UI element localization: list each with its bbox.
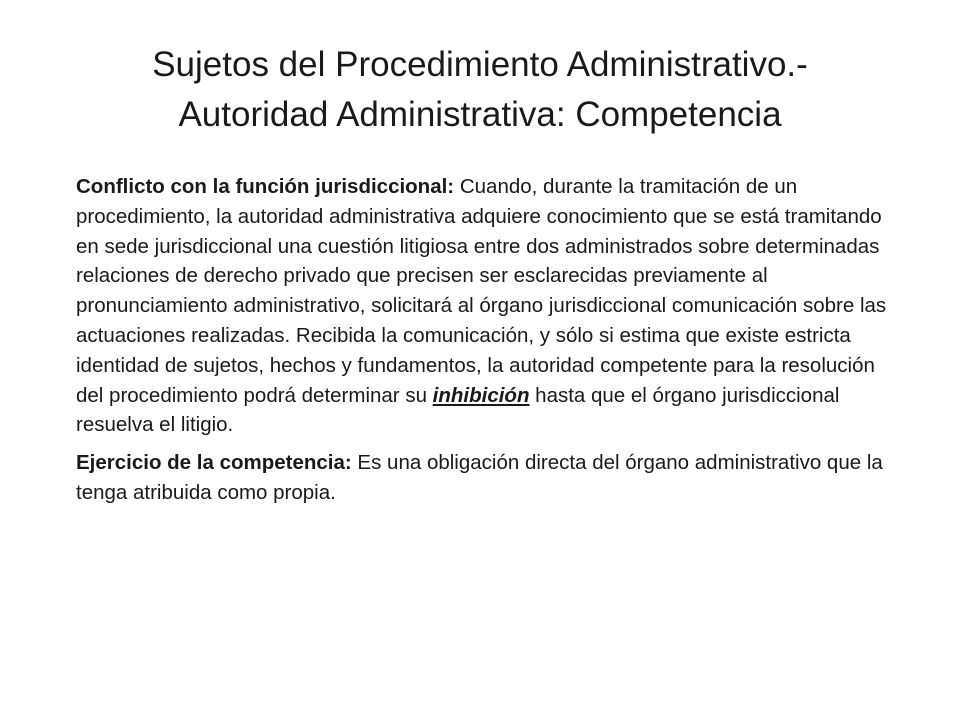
slide-body [76,172,906,516]
slide-title [40,40,920,140]
slide-title-line-2: Autoridad Administrativa: Competencia [178,95,782,134]
paragraph-conflicto [76,172,906,440]
paragraph-conflicto-text: Cuando, durante la tramitación de un procedimiento, la autoridad administrativa adquiere conocimiento que se está tramitando en sede jurisdiccional una cuestión litigiosa entre dos administrados sobre determinadas relaciones de derecho privado que precisen ser esclarecidas previamente al pronunciamiento administrativo, solicitará al órgano jurisdiccional comunicación sobre las actuaciones realizadas. Recibida la comunicación, y sólo si estima que existe estricta identidad de sujetos, hechos y fundamentos, la autoridad competente para la resolución del procedimiento podrá determinar su [76,175,887,407]
slide-title-line-1: Sujetos del Procedimiento Administrativo.- [152,45,808,84]
paragraph-ejercicio [76,448,906,508]
keyword-inhibicion: inhibición [432,383,530,407]
paragraph-conflicto-text-end: hasta que el órgano jurisdiccional resuelva el litigio. [76,383,840,437]
paragraph-conflicto-heading: Conflicto con la función jurisdiccional: [76,175,455,198]
paragraph-ejercicio-heading: Ejercicio de la competencia: [76,451,352,475]
paragraph-ejercicio-text: Es una obligación directa del órgano administrativo que la tenga atribuida como propia. [76,451,883,504]
